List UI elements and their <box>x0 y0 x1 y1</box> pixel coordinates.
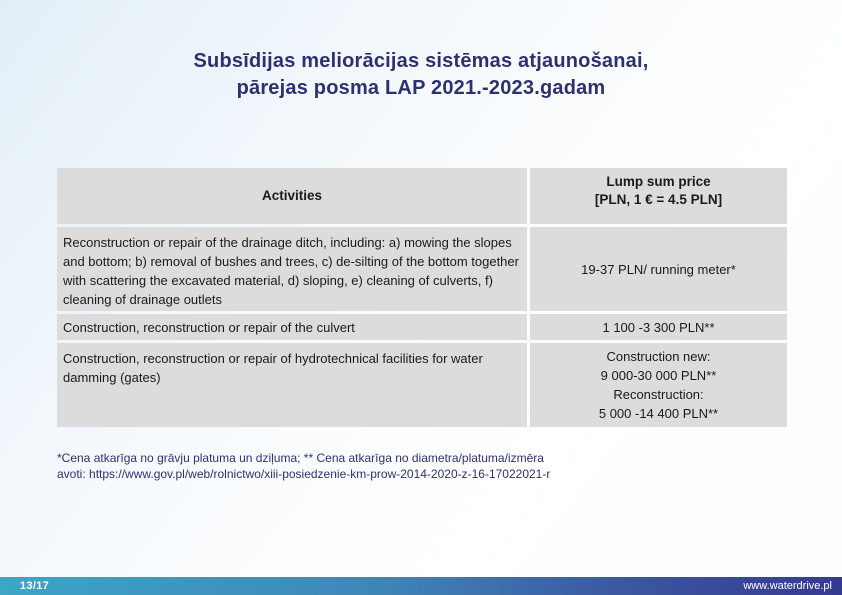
table-header-price <box>530 168 787 224</box>
page-number: 13/17 <box>20 580 50 592</box>
footer-bar <box>0 577 842 595</box>
table-header-price-line1: Lump sum price <box>606 174 711 189</box>
page-title-line1: Subsīdijas meliorācijas sistēmas atjaunošanai, <box>193 50 649 72</box>
table-row-activity-culvert: Construction, reconstruction or repair of the culvert <box>57 314 527 340</box>
price-value: 19-37 PLN/ running meter* <box>581 261 736 277</box>
price-line-reconstruction-value: 5 000 -14 400 PLN** <box>598 406 719 421</box>
table-row-price-culvert <box>530 314 787 340</box>
subsidy-price-table <box>57 168 787 427</box>
table-row-price-hydrotechnical <box>530 343 787 427</box>
price-line-construction-label: Construction new: <box>606 349 711 364</box>
table-header-price-line2: [PLN, 1 € = 4.5 PLN] <box>594 192 723 207</box>
price-line-reconstruction-label: Reconstruction: <box>613 387 704 402</box>
table-header-activities-label: Activities <box>261 188 323 203</box>
table-row-activity-drainage-ditch: Reconstruction or repair of the drainage ditch, including: a) mowing the slopes and bottom; b) removal of bushes and trees, c) de-silting of the bottom together with scattering the excavated material, d) sloping, e) cleaning of culverts, f) cleaning of drainage outlets <box>57 227 527 311</box>
page-title-line2: pārejas posma LAP 2021.-2023.gadam <box>236 77 606 99</box>
footnote-source-url[interactable]: https://www.gov.pl/web/rolnictwo/xiii-posiedzenie-km-prow-2014-2020-z-16-17022021-r <box>89 467 551 481</box>
table-row-price-drainage-ditch <box>530 227 787 311</box>
website-link[interactable]: www.waterdrive.pl <box>743 580 832 592</box>
price-line-construction-value: 9 000-30 000 PLN** <box>600 368 717 383</box>
footnote-line1: *Cena atkarīga no grāvju platuma un dziļuma; ** Cena atkarīga no diametra/platuma/izmēra <box>57 451 544 465</box>
table-header-activities <box>57 168 527 224</box>
footnote-line2 <box>57 466 550 482</box>
footnote-sources-label: avoti: <box>57 467 90 481</box>
page-title <box>0 48 842 102</box>
table-row-activity-hydrotechnical: Construction, reconstruction or repair of hydrotechnical facilities for water damming (gates) <box>57 343 527 427</box>
price-value: 1 100 -3 300 PLN** <box>602 319 715 335</box>
footnote <box>57 450 550 482</box>
